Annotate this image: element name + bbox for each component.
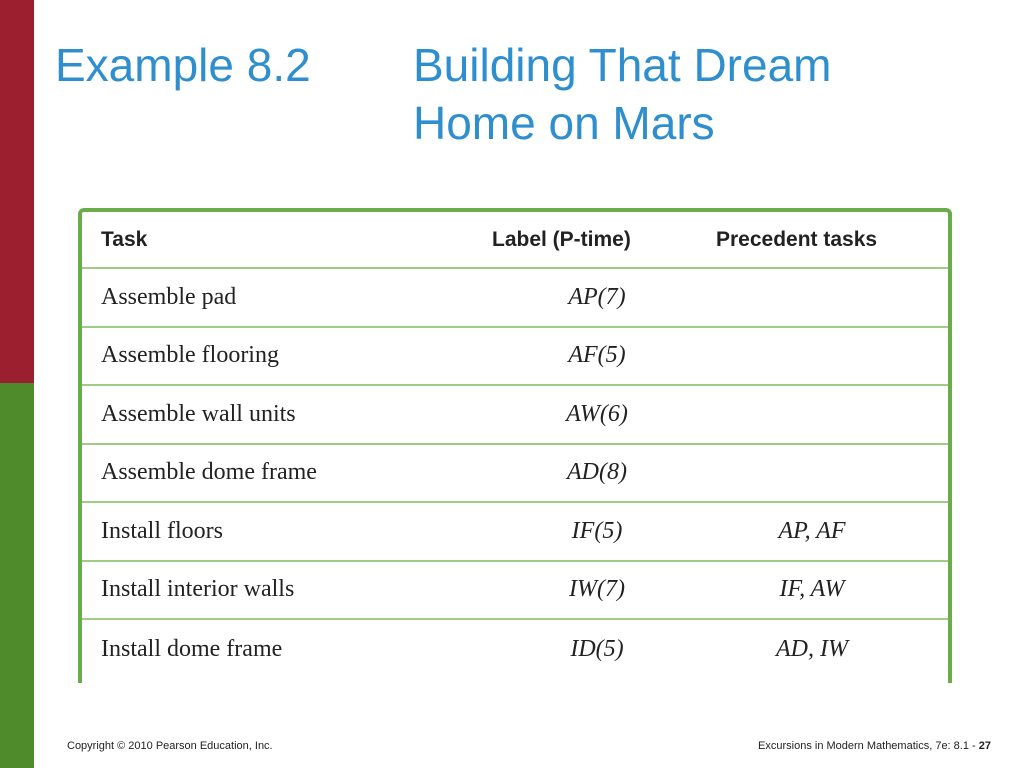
table-row: [82, 386, 948, 445]
footer-book: Excursions in Modern Mathematics, 7e: 8.1 -: [758, 740, 979, 752]
label-cell: AW(6): [566, 400, 628, 427]
slide-title-line-1: Building That Dream: [413, 39, 832, 91]
footer-citation: [758, 740, 991, 752]
slide-title-line-2: Home on Mars: [413, 97, 715, 149]
footer-page-number: 27: [978, 740, 991, 752]
precedent-cell: [712, 445, 912, 502]
footer-copyright: Copyright © 2010 Pearson Education, Inc.: [67, 740, 273, 752]
task-cell: Assemble pad: [101, 283, 237, 310]
task-cell: Install dome frame: [101, 635, 283, 662]
label-cell: IW(7): [569, 576, 625, 603]
precedent-cell: IF, AW: [779, 576, 845, 603]
task-cell: Install floors: [101, 517, 223, 544]
slide-title: [413, 36, 831, 152]
table-row: [82, 562, 948, 621]
table-row: [82, 445, 948, 504]
accent-bar-top: [0, 0, 34, 383]
label-cell: AD(8): [567, 459, 627, 486]
task-cell: Assemble dome frame: [101, 459, 317, 486]
table-row: [82, 503, 948, 562]
precedent-cell: [712, 269, 912, 326]
task-cell: Assemble flooring: [101, 342, 279, 369]
table-header-row: [82, 212, 948, 269]
label-cell: AP(7): [568, 283, 626, 310]
precedent-cell: [712, 328, 912, 385]
task-cell: Install interior walls: [101, 576, 295, 603]
header-label: Label (P-time): [492, 227, 631, 251]
header-precedent: Precedent tasks: [716, 227, 878, 251]
precedent-cell: [712, 386, 912, 443]
task-table: [78, 208, 952, 683]
header-task: Task: [101, 227, 148, 251]
slide-title-example: Example 8.2: [55, 39, 311, 91]
label-cell: IF(5): [571, 517, 623, 544]
label-cell: AF(5): [568, 342, 626, 369]
table-row: [82, 269, 948, 328]
precedent-cell: AP, AF: [778, 517, 846, 544]
precedent-cell: AD, IW: [776, 635, 848, 662]
table-row: [82, 620, 948, 679]
task-cell: Assemble wall units: [101, 400, 296, 427]
accent-bar-bottom: [0, 383, 34, 768]
label-cell: ID(5): [570, 635, 624, 662]
table-row: [82, 328, 948, 387]
